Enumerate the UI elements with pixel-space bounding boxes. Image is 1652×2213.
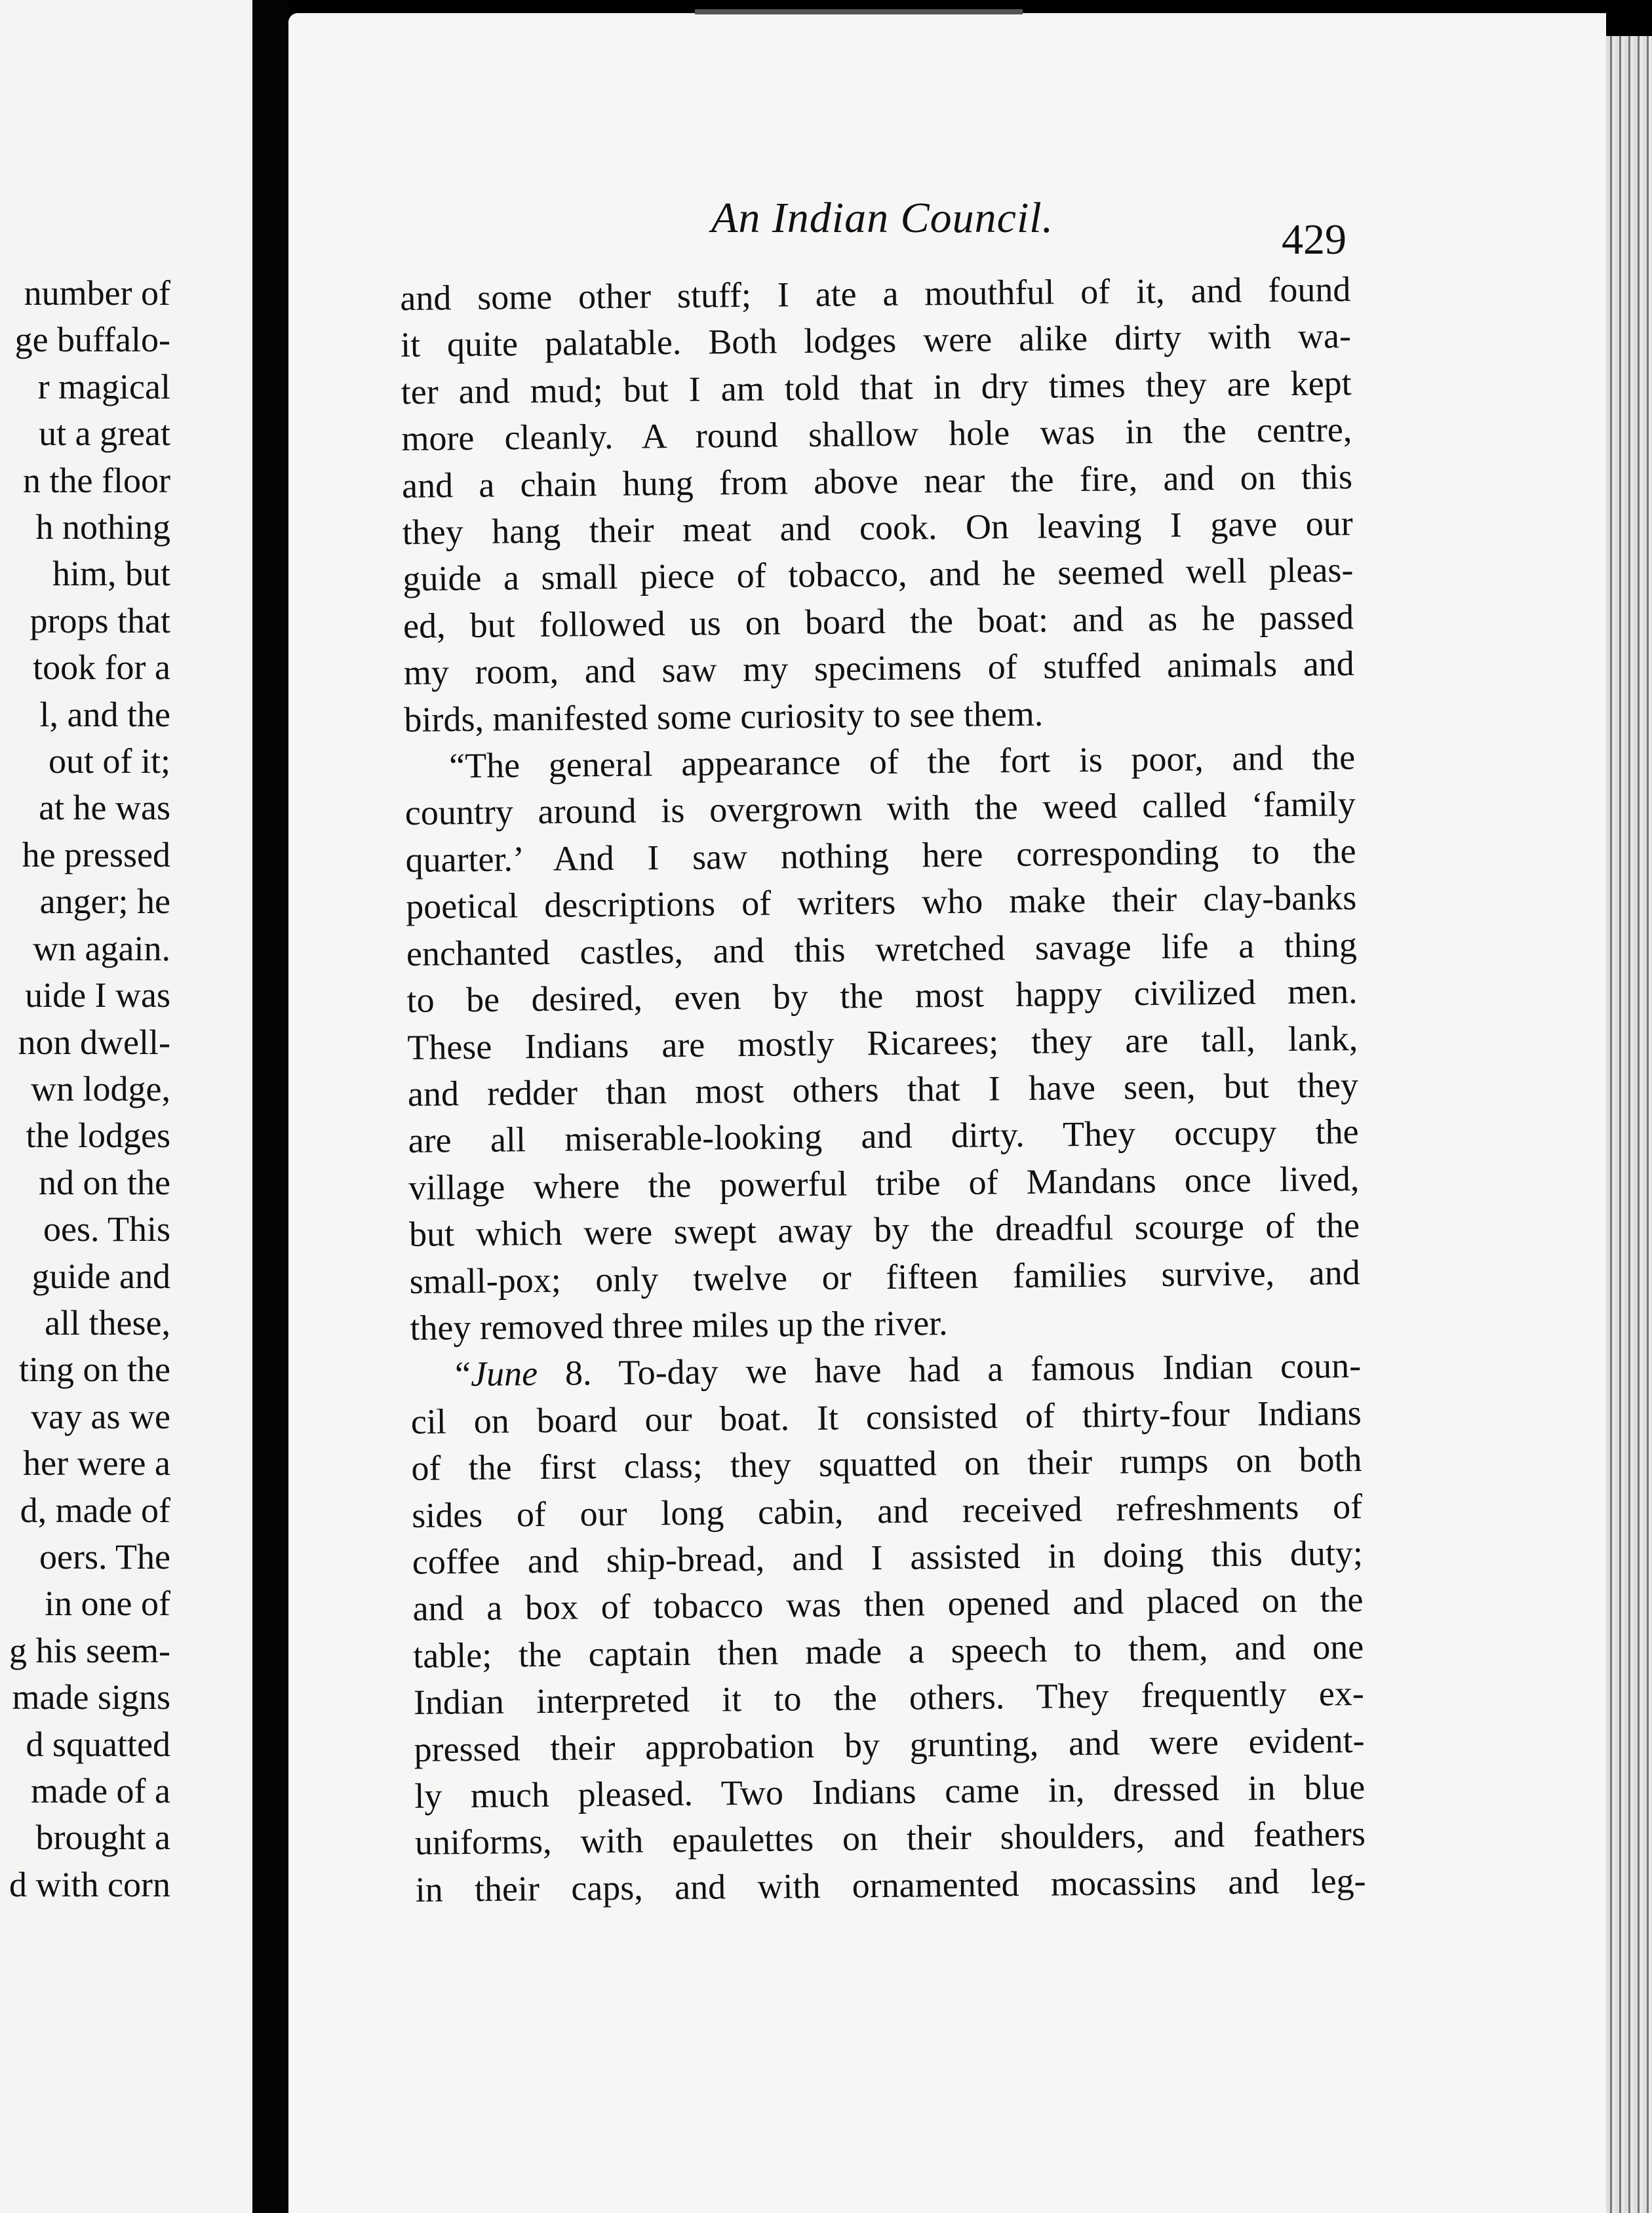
text-line: birds, manifested some curiosity to see them. bbox=[404, 694, 1044, 739]
paragraph bbox=[410, 1342, 1366, 1913]
facing-page-line: non dwell- bbox=[18, 1022, 170, 1062]
text-line: ly much pleased. Two Indians came in, dressed in blue bbox=[414, 1767, 1366, 1816]
facing-page-left bbox=[0, 0, 252, 2213]
text-line: quarter.’ And I saw nothing here corresponding to the bbox=[405, 831, 1356, 880]
paragraph bbox=[404, 734, 1361, 1352]
text-line: and a box of tobacco was then opened and placed on the bbox=[412, 1580, 1364, 1629]
text-line: ed, but followed us on board the boat: and as he passed bbox=[403, 597, 1354, 646]
facing-page-line: uide I was bbox=[25, 975, 170, 1015]
text-line: pressed their approbation by grunting, and were evident- bbox=[414, 1720, 1365, 1769]
text-line: they removed three miles up the river. bbox=[410, 1302, 948, 1348]
text-line: and a chain hung from above near the fire, and on this bbox=[401, 456, 1353, 505]
text-line: enchanted castles, and this wretched savage life a thing bbox=[406, 924, 1358, 973]
facing-page-line: nd on the bbox=[39, 1162, 170, 1202]
facing-page-line: ting on the bbox=[19, 1350, 170, 1390]
facing-page-line: d squatted bbox=[26, 1724, 170, 1764]
body-text bbox=[400, 266, 1366, 1913]
facing-page-line: at he was bbox=[39, 788, 170, 828]
facing-page-line: in one of bbox=[45, 1584, 170, 1624]
text-line: Indian interpreted it to the others. They frequently ex- bbox=[413, 1674, 1365, 1723]
text-line: These Indians are mostly Ricarees; they are tall, lank, bbox=[407, 1018, 1358, 1067]
facing-page-line: anger; he bbox=[39, 882, 170, 922]
date-month: June bbox=[470, 1354, 538, 1394]
text-line: but which were swept away by the dreadful scourge of the bbox=[408, 1205, 1360, 1255]
text-line: ter and mud; but I am told that in dry times they are kept bbox=[401, 362, 1352, 412]
facing-page-line: took for a bbox=[33, 648, 170, 688]
facing-page-line: props that bbox=[30, 600, 170, 640]
facing-page-line: d, made of bbox=[20, 1490, 170, 1530]
facing-page-line: her were a bbox=[23, 1443, 170, 1483]
text-line: cil on board our boat. It consisted of thirty-four Indians bbox=[410, 1392, 1362, 1441]
facing-page-line: he pressed bbox=[22, 834, 170, 874]
text-line: more cleanly. A round shallow hole was in the centre, bbox=[401, 410, 1352, 459]
facing-page-line: made signs bbox=[12, 1677, 170, 1717]
facing-page-line: g his seem- bbox=[9, 1630, 170, 1670]
text-line: poetical descriptions of writers who make their clay-banks bbox=[405, 878, 1357, 927]
text-line: of the first class; they squatted on their rumps on both bbox=[411, 1439, 1362, 1489]
quote-mark: “ bbox=[454, 1354, 471, 1394]
text-line: coffee and ship-bread, and I assisted in doing this duty; bbox=[412, 1533, 1364, 1582]
text-line: and redder than most others that I have seen, but they bbox=[407, 1065, 1359, 1114]
paragraph bbox=[400, 266, 1355, 743]
text-line: village where the powerful tribe of Mandans once lived, bbox=[408, 1158, 1360, 1207]
facing-page-line: d with corn bbox=[9, 1864, 170, 1904]
facing-page-line: guide and bbox=[31, 1256, 170, 1296]
facing-page-line: n the floor bbox=[23, 460, 170, 500]
text-line: guide a small piece of tobacco, and he seemed well pleas- bbox=[403, 550, 1354, 599]
text-line: it quite palatable. Both lodges were alike dirty with wa- bbox=[400, 316, 1352, 365]
text-line: my room, and saw my specimens of stuffed animals and bbox=[403, 644, 1355, 693]
facing-page-line: wn lodge, bbox=[31, 1068, 170, 1108]
text-line: and some other stuff; I ate a mouthful of it, and found bbox=[400, 269, 1351, 318]
text-line: country around is overgrown with the weed called ‘family bbox=[404, 784, 1356, 833]
facing-page-line: oers. The bbox=[39, 1537, 170, 1577]
facing-page-line: out of it; bbox=[49, 741, 170, 781]
facing-page-line: r magical bbox=[37, 366, 170, 406]
text-line bbox=[410, 1342, 1362, 1398]
facing-page-line: h nothing bbox=[35, 507, 170, 547]
text-line: sides of our long cabin, and received refreshments of bbox=[411, 1486, 1363, 1535]
page-edge-stack bbox=[1606, 36, 1652, 2213]
facing-page-line: l, and the bbox=[39, 694, 170, 734]
text-line: in their caps, and with ornamented mocassins and leg- bbox=[415, 1860, 1366, 1909]
facing-page-line: brought a bbox=[35, 1818, 170, 1858]
text-line: to be desired, even by the most happy civilized men. bbox=[406, 971, 1358, 1021]
facing-page-line: ge buffalo- bbox=[14, 320, 170, 360]
facing-page-line: the lodges bbox=[26, 1116, 170, 1156]
facing-page-line: made of a bbox=[31, 1771, 170, 1811]
top-edge-mark bbox=[695, 9, 1023, 14]
facing-page-line: oes. This bbox=[43, 1209, 170, 1249]
text-line: are all miserable-looking and dirty. They occupy the bbox=[408, 1112, 1359, 1161]
text-line: table; the captain then made a speech to them, and one bbox=[412, 1626, 1364, 1675]
facing-page-line: vay as we bbox=[31, 1396, 170, 1436]
text-line: uniforms, with epaulettes on their shoulders, and feathers bbox=[414, 1814, 1366, 1863]
line-rest: 8. To-day we have had a famous Indian coun- bbox=[537, 1346, 1362, 1394]
facing-page-line: wn again. bbox=[33, 928, 170, 968]
book-gutter bbox=[252, 0, 288, 2213]
text-line: small-pox; only twelve or fifteen families survive, and bbox=[409, 1252, 1360, 1301]
page-number: 429 bbox=[1282, 216, 1347, 264]
running-head: An Indian Council. bbox=[711, 194, 1054, 242]
facing-page-line: ut a great bbox=[39, 414, 170, 454]
facing-page-line: number of bbox=[24, 273, 170, 313]
facing-page-line: all these, bbox=[45, 1302, 170, 1342]
text-line: they hang their meat and cook. On leaving I gave our bbox=[402, 503, 1353, 553]
facing-page-text bbox=[9, 270, 170, 1908]
text-line: “The general appearance of the fort is poor, and the bbox=[448, 737, 1356, 786]
facing-page-line: him, but bbox=[52, 554, 170, 594]
